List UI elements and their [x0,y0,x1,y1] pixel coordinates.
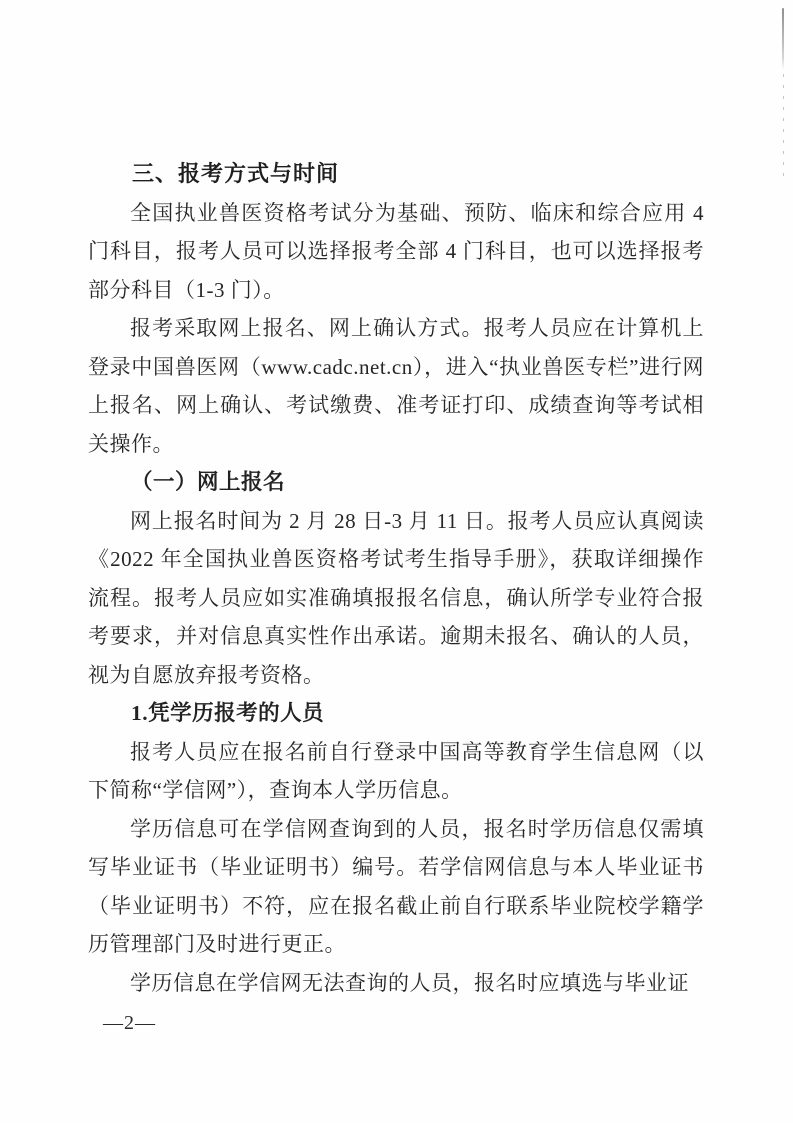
body-paragraph: 报考采取网上报名、网上确认方式。报考人员应在计算机上登录中国兽医网（www.cadc.net.cn），进入“执业兽医专栏”进行网上报名、网上确认、考试缴费、准考证打印、成绩查询等考试相关操作。 [88,316,704,456]
body-paragraph: 全国执业兽医资格考试分为基础、预防、临床和综合应用 4 门科目，报考人员可以选择报考全部 4 门科目，也可以选择报考部分科目（1-3 门）。 [88,200,704,302]
scan-artifact-dashes [783,74,784,184]
body-paragraph: 报考人员应在报名前自行登录中国高等教育学生信息网（以下简称“学信网”），查询本人学历信息。 [88,739,704,802]
body-paragraph-truncated: 学历信息在学信网无法查询的人员，报名时应填选与毕业证 [130,970,689,995]
section-heading-sub: （一）网上报名 [131,470,286,494]
page-number: —2— [103,1012,156,1034]
body-paragraph: 学历信息可在学信网查询到的人员，报名时学历信息仅需填写毕业证书（毕业证明书）编号。若学信网信息与本人毕业证书（毕业证明书）不符，应在报名截止前自行联系毕业院校学籍学历管理部门及时进行更正。 [88,816,704,956]
scan-artifact-line [782,8,784,70]
section-heading-item: 1.凭学历报考的人员 [131,701,325,725]
section-heading-major: 三、报考方式与时间 [132,161,340,186]
document-body [88,155,704,1002]
body-paragraph: 网上报名时间为 2 月 28 日-3 月 11 日。报考人员应认真阅读《2022 年全国执业兽医资格考试考生指导手册》，获取详细操作流程。报考人员应如实准确填报报名信息，确认所学专业符合报考要求，并对信息真实性作出承诺。逾期未报名、确认的人员，视为自愿放弃报考资格。 [88,508,704,687]
